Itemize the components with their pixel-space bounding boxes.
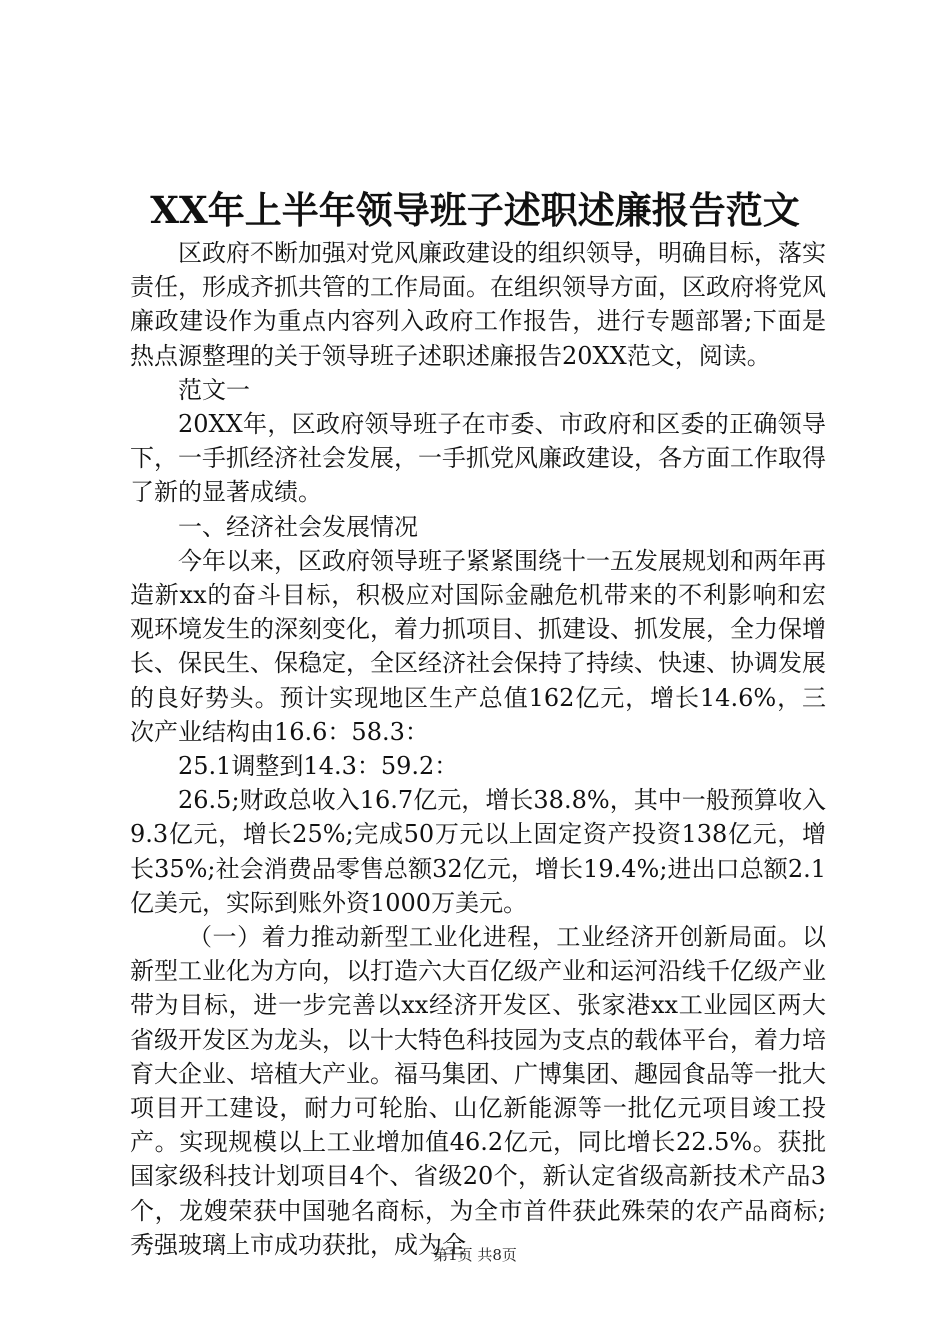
paragraph-finance: 26.5;财政总收入16.7亿元，增长38.8%，其中一般预算收入9.3亿元，增长25%;完成50万元以上固定资产投资138亿元，增长35%;社会消费品零售总额32亿元，增长19.4%;进出口总额2.1亿美元，实际到账外资1000万美元。 [130, 786, 826, 917]
document-body [130, 236, 826, 1262]
paragraph-structure-adjust: 25.1调整到14.3：59.2： [178, 752, 459, 781]
section-heading-economy: 一、经济社会发展情况 [178, 512, 418, 541]
paragraph-summary: 20XX年，区政府领导班子在市委、市政府和区委的正确领导下，一手抓经济社会发展，一手抓党风廉政建设，各方面工作取得了新的显著成绩。 [130, 410, 826, 507]
page-footer: 第1页 共8页 [433, 1246, 517, 1264]
paragraph-intro: 区政府不断加强对党风廉政建设的组织领导，明确目标，落实责任，形成齐抓共管的工作局面。在组织领导方面，区政府将党风廉政建设作为重点内容列入政府工作报告，进行专题部署;下面是热点源整理的关于领导班子述职述廉报告20XX范文，阅读。 [130, 239, 826, 370]
paragraph-industrialization: （一）着力推动新型工业化进程，工业经济开创新局面。以新型工业化为方向，以打造六大百亿级产业和运河沿线千亿级产业带为目标，进一步完善以xx经济开发区、张家港xx工业园区两大省级开发区为龙头，以十大特色科技园为支点的载体平台，着力培育大企业、培植大产业。福马集团、广博集团、趣园食品等一批大项目开工建设，耐力可轮胎、山亿新能源等一批亿元项目竣工投产。实现规模以上工业增加值46.2亿元，同比增长22.5%。获批国家级科技计划项目4个、省级20个，新认定省级高新技术产品3个，龙嫂荣获中国驰名商标，为全市首件获此殊荣的农产品商标;秀强玻璃上市成功获批，成为全 [130, 923, 826, 1259]
paragraph-economy: 今年以来，区政府领导班子紧紧围绕十一五发展规划和两年再造新xx的奋斗目标，积极应对国际金融危机带来的不利影响和宏观环境发生的深刻变化，着力抓项目、抓建设、抓发展，全力保增长、保民生、保稳定，全区经济社会保持了持续、快速、协调发展的良好势头。预计实现地区生产总值162亿元，增长14.6%，三次产业结构由16.6：58.3： [130, 546, 826, 746]
document-title: XX年上半年领导班子述职述廉报告范文 [150, 188, 800, 232]
paragraph-sample-heading: 范文一 [178, 375, 250, 404]
